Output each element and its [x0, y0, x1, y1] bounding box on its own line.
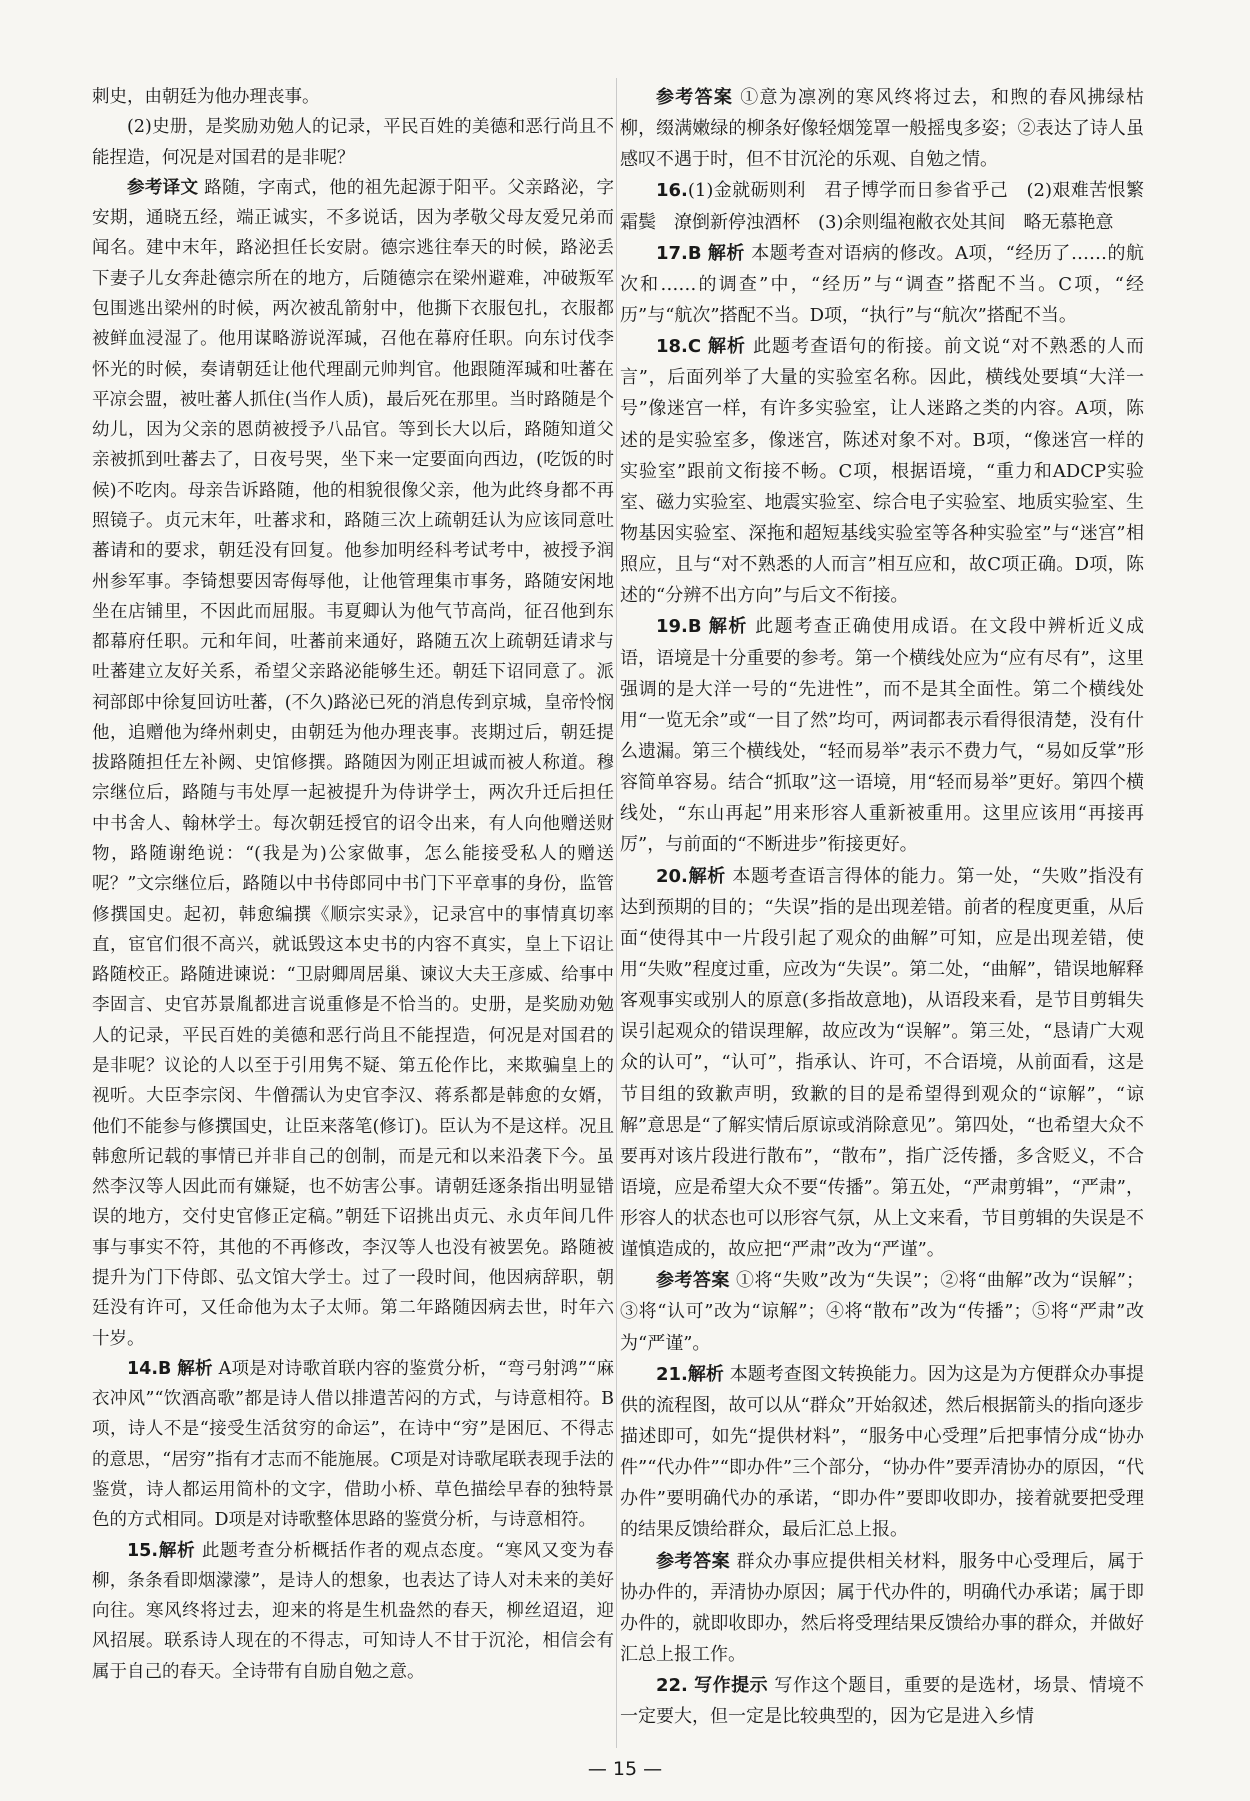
question-20 — [620, 861, 1144, 1266]
q22-label: 写作提示 — [694, 1675, 769, 1697]
right-column — [620, 82, 1144, 1732]
question-19 — [620, 611, 1144, 860]
q20-answer-text: ①将“失败”改为“失误”；②将“曲解”改为“误解”；③将“认可”改为“谅解”；④将“散布”改为“传播”；⑤将“严肃”改为“严谨”。 — [620, 1270, 1144, 1354]
q21-label: 解析 — [687, 1363, 724, 1385]
q21-answer-text: 群众办事应提供相关材料，服务中心受理后，属于协办件的，弄清协办原因；属于代办件的，明确代办承诺；属于即办件的，就即收即办，然后将受理结果反馈给办事的群众，并做好汇总上报工作。 — [620, 1550, 1145, 1666]
question-21 — [620, 1359, 1144, 1546]
q22-text: 写作这个题目，重要的是选材，场景、情境不一定要大，但一定是比较典型的，因为它是进入乡情 — [620, 1675, 1144, 1728]
question-14 — [92, 1354, 614, 1536]
left-column — [92, 82, 614, 1687]
paragraph-continuation: 刺史，由朝廷为他办理丧事。 — [92, 87, 320, 107]
q14-number: 14.B — [127, 1358, 172, 1379]
q20-answer — [620, 1265, 1144, 1358]
q14-label: 解析 — [177, 1358, 213, 1379]
q20-number: 20. — [656, 865, 688, 887]
q18-text: 此题考查语句的衔接。前文说“对不熟悉的人而言”，后面列举了大量的实验室名称。因此，横线处要填“大洋一号”像迷宫一样，有许多实验室，让人迷路之类的内容。A项，陈述的是实验室多，像迷宫，陈述对象不对。B项，“像迷宫一样的实验室”跟前文衔接不畅。C项，根据语境，“重力和ADCP实验室、磁力实验室、地震实验室、综合电子实验室、地质实验室、生物基因实验室、深拖和超短基线实验室等各种实验室”与“迷宫”相照应，且与“对不熟悉的人而言”相互应和，故C项正确。D项，陈述的“分辨不出方向”与后文不衔接。 — [620, 336, 1145, 607]
q15-answer-label: 参考答案 — [656, 87, 734, 108]
q15-number: 15. — [127, 1540, 159, 1561]
paragraph-answer-2: (2)史册，是奖励劝勉人的记录，平民百姓的美德和恶行尚且不能捏造，何况是对国君的是非呢？ — [92, 117, 614, 168]
q19-text: 此题考查正确使用成语。在文段中辨析近义成语，语境是十分重要的参考。第一个横线处应为“应有尽有”，这里强调的是大洋一号的“先进性”，而不是其全面性。第二个横线处用“一览无余”或“一目了然”均可，两词都表示看得很清楚，没有什么遗漏。第三个横线处，“轻而易举”表示不费力气，“易如反掌”形容简单容易。结合“抓取”这一语境，用“轻而易举”更好。第四个横线处，“东山再起”用来形容人重新被重用。这里应该用“再接再厉”，与前面的“不断进步”衔接更好。 — [620, 616, 1145, 856]
q17-label: 解析 — [707, 242, 745, 264]
q15-label: 解析 — [158, 1540, 196, 1561]
page-number: — 15 — — [587, 1758, 663, 1780]
q21-number: 21. — [656, 1363, 688, 1385]
q19-number: 19.B — [656, 616, 702, 638]
q21-answer-label: 参考答案 — [656, 1550, 731, 1572]
q22-number: 22. — [656, 1675, 688, 1697]
q21-answer — [620, 1546, 1144, 1671]
q14-text: A项是对诗歌首联内容的鉴赏分析，“弯弓射鸿”“麻衣冲风”“饮酒高歌”都是诗人借以排遣苦闷的方式，与诗意相符。B项，诗人不是“接受生活贫穷的命运”，在诗中“穷”是困厄、不得志的意思，“居穷”指有才志而不能施展。C项是对诗歌尾联表现手法的鉴赏，诗人都运用简朴的文字，借助小桥、草色描绘早春的独特景色的方式相同。D项是对诗歌整体思路的鉴赏分析，与诗意相符。 — [92, 1358, 614, 1531]
paragraph-translation — [92, 173, 614, 1354]
q20-answer-label: 参考答案 — [656, 1270, 730, 1292]
question-17 — [620, 238, 1144, 331]
q19-label: 解析 — [708, 616, 748, 638]
question-18 — [620, 331, 1144, 611]
column-divider — [616, 78, 617, 1748]
question-16 — [620, 175, 1144, 237]
q15-text: 此题考查分析概括作者的观点态度。“寒风又变为春柳，条条看即烟濛濛”，是诗人的想象，也表达了诗人对未来的美好向往。寒风终将过去，迎来的将是生机盎然的春天，柳丝迢迢，迎风招展。联系诗人现在的不得志，可知诗人不甘于沉沦，相信会有属于自己的春天。全诗带有自励自勉之意。 — [92, 1540, 614, 1682]
translation-text: 路随，字南式，他的祖先起源于阳平。父亲路泌，字安期，通晓五经，端正诚实，不多说话，因为孝敬父母友爱兄弟而闻名。建中末年，路泌担任长安尉。德宗逃往奉天的时候，路泌丢下妻子儿女奔赴德宗所在的地方，后随德宗在梁州避难，冲破叛军包围逃出梁州的时候，两次被乱箭射中，他撕下衣服包扎，衣服都被鲜血浸湿了。他用谋略游说浑瑊，召他在幕府任职。向东讨伐李怀光的时候，奏请朝廷让他代理副元帅判官。他跟随浑瑊和吐蕃在平凉会盟，被吐蕃人抓住(当作人质)，最后死在那里。当时路随是个幼儿，因为父亲的恩荫被授予八品官。等到长大以后，路随知道父亲被抓到吐蕃去了，日夜号哭，坐下来一定要面向西边，(吃饭的时候)不吃肉。母亲告诉路随，他的相貌很像父亲，他为此终身都不再照镜子。贞元末年，吐蕃求和，路随三次上疏朝廷认为应该同意吐蕃请和的要求，朝廷没有回复。他参加明经科考试考中，被授予润州参军事。李锜想要因寄侮辱他，让他管理集市事务，路随安闲地坐在店铺里，不因此而屈服。韦夏卿认为他气节高尚，征召他到东都幕府任职。元和年间，吐蕃前来通好，路随五次上疏朝廷请求与吐蕃建立友好关系，希望父亲路泌能够生还。朝廷下诏同意了。派祠部郎中徐复回访吐蕃，(不久)路泌已死的消息传到京城，皇帝怜悯他，追赠他为绛州刺史，由朝廷为他办理丧事。丧期过后，朝廷提拔路随担任左补阙、史馆修撰。路随因为刚正坦诚而被人称道。穆宗继位后，路随与韦处厚一起被提升为侍讲学士，两次升迁后担任中书舍人、翰林学士。每次朝廷授官的诏令出来，有人向他赠送财物，路随谢绝说：“(我是为)公家做事，怎么能接受私人的赠送呢？”文宗继位后，路随以中书侍郎同中书门下平章事的身份，监管修撰国史。起初，韩愈编撰《顺宗实录》，记录宫中的事情真切率直，宦官们很不高兴，就诋毁这本史书的内容不真实，皇上下诏让路随校正。路随进谏说：“卫尉卿周居巢、谏议大夫王彦威、给事中李固言、史官苏景胤都进言说重修是不恰当的。史册，是奖励劝勉人的记录，平民百姓的美德和恶行尚且不能捏造，何况是对国君的是非呢？议论的人以至于引用隽不疑、第五伦作比，来欺骗皇上的视听。大臣李宗闵、牛僧孺认为史官李汉、蒋系都是韩愈的女婿，他们不能参与修撰国史，让臣来落笔(修订)。臣认为不是这样。况且韩愈所记载的事情已并非自己的创制，而是元和以来沿袭下今。虽然李汉等人因此而有嫌疑，也不妨害公事。请朝廷逐条指出明显错误的地方，交付史官修正定稿。”朝廷下诏挑出贞元、永贞年间几件事与事实不符，其他的不再修改，李汉等人也没有被罢免。路随被提升为门下侍郎、弘文馆大学士。过了一段时间，他因病辞职，朝廷没有许可，又任命他为太子太师。第二年路随因病去世，时年六十岁。 — [92, 177, 615, 1349]
question-22 — [620, 1670, 1144, 1732]
translation-label: 参考译文 — [127, 177, 199, 198]
q16-text: (1)金就砺则利 君子博学而日参省乎己 (2)艰难苦恨繁霜鬓 潦倒新停浊酒杯 (3)余则缊袍敝衣处其间 略无慕艳意 — [620, 180, 1144, 233]
q16-number: 16. — [656, 180, 688, 202]
q17-number: 17.B — [656, 242, 702, 264]
q20-label: 解析 — [687, 865, 726, 887]
q21-text: 本题考查图文转换能力。因为这是为方便群众办事提供的流程图，故可以从“群众”开始叙述，然后根据箭头的指向逐步描述即可，如先“提供材料”，“服务中心受理”后把事情分成“协办件”“代办件”“即办件”三个部分，“协办件”要弄清协办的原因，“代办件”要明确代办的承诺，“即办件”要即收即办，接着就要把受理的结果反馈给群众，最后汇总上报。 — [620, 1363, 1145, 1541]
q15-answer — [620, 82, 1144, 175]
q18-number: 18.C — [656, 336, 702, 358]
q17-text: 本题考查对语病的修改。A项，“经历了……的航次和……的调查”中，“经历”与“调查”搭配不当。C项，“经历”与“航次”搭配不当。D项，“执行”与“航次”搭配不当。 — [620, 242, 1145, 326]
q15-answer-text: ①意为凛冽的寒风终将过去，和煦的春风拂绿枯柳，缀满嫩绿的柳条好像轻烟笼罩一般摇曳多姿；②表达了诗人虽感叹不遇于时，但不甘沉沦的乐观、自勉之情。 — [620, 87, 1144, 171]
q20-text: 本题考查语言得体的能力。第一处，“失败”指没有达到预期的目的；“失误”指的是出现差错。前者的程度更重，从后面“使得其中一片段引起了观众的曲解”可知，应是出现差错，使用“失败”程度过重，应改为“失误”。第二处，“曲解”，错误地解释客观事实或别人的原意(多指故意地)，从语段来看，是节目剪辑失误引起观众的错误理解，故应改为“误解”。第三处，“恳请广大观众的认可”，“认可”，指承认、许可，不合语境，从前面看，这是节目组的致歉声明，致歉的目的是希望得到观众的“谅解”，“谅解”意思是“了解实情后原谅或消除意见”。第四处，“也希望大众不要再对该片段进行散布”，“散布”，指广泛传播，多含贬义，不合语境，应是希望大众不要“传播”。第五处，“严肃剪辑”，“严肃”，形容人的状态也可以形容气氛，从上文来看，节目剪辑的失误是不谨慎造成的，故应把“严肃”改为“严谨”。 — [620, 865, 1144, 1261]
q18-label: 解析 — [707, 336, 747, 358]
question-15 — [92, 1536, 614, 1687]
